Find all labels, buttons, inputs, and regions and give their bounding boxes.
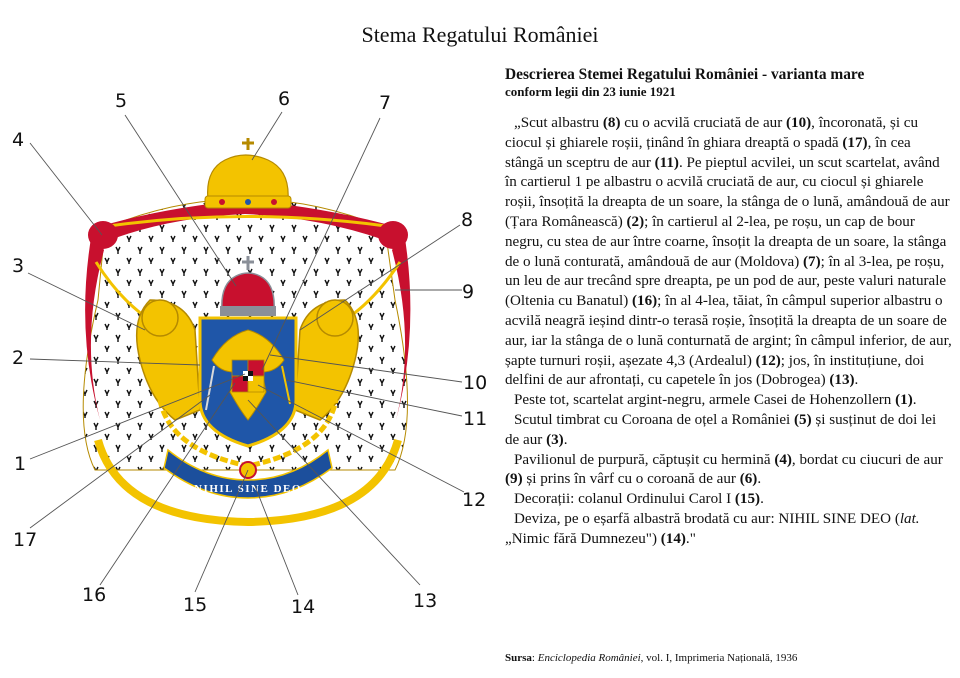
description-text: Pavilionul de purpură, căptușit cu hermină [514, 451, 775, 468]
description-paragraph [505, 114, 953, 391]
element-number-ref: (6) [739, 471, 758, 488]
callout-12: 12 [462, 489, 487, 511]
callout-14: 14 [291, 596, 316, 618]
description-text: și susținut de doi lei de aur [505, 411, 937, 448]
description-text: cu o acvilă cruciată de aur [620, 115, 786, 131]
element-number-ref: (8) [602, 115, 621, 131]
description-paragraph [505, 391, 953, 411]
description-text: Decorații: colanul Ordinului Carol I [514, 491, 735, 508]
element-number-ref: (15) [734, 491, 761, 508]
description-body [505, 114, 953, 550]
element-number-ref: (17) [842, 134, 868, 151]
element-number-ref: (9) [505, 471, 523, 488]
callout-10: 10 [463, 372, 488, 394]
description-paragraph [505, 490, 953, 510]
callout-8: 8 [461, 209, 474, 231]
description-text: lat. [899, 510, 920, 527]
callout-3: 3 [12, 255, 25, 277]
source-details: , vol. I, Imprimeria Națională, 1936 [640, 652, 798, 664]
callout-9: 9 [462, 281, 475, 303]
element-number-ref: (4) [774, 451, 792, 468]
mantle-crown [205, 138, 291, 208]
description-text: ; jos, în instituțiune, doi delfini de aur afrontați, cu capetele în jos (Dobrogea) [505, 352, 925, 389]
description-subheading: conform legii din 23 iunie 1921 [505, 84, 676, 99]
element-number-ref: (10) [786, 115, 812, 131]
source-citation [505, 652, 955, 664]
source-work: Enciclopedia României [537, 652, 641, 664]
element-number-ref: (3) [546, 431, 564, 448]
right-tassel-knot [378, 221, 408, 249]
description-text: Deviza, pe o eșarfă albastră brodată cu aur: NIHIL SINE DEO ( [514, 510, 900, 527]
description-text: ; în al 4-lea, tăiat, în câmpul superior albastru o acvilă neagră ieșind dintr-o terasă roșie, însoțită la dreapta de un soare de aur, iar la stânga de o lună conturnată de argint; în câmpul inferior, de aur, șapte turnuri roșii, așezate 4,3 (Ardealul) [505, 293, 952, 369]
callout-13: 13 [413, 590, 438, 612]
description-text: . [854, 372, 859, 389]
description-text: Peste tot, scartelat argint-negru, armele Casei de Hohenzollern [514, 392, 896, 409]
description-text: , încoronată, și cu ciocul și ghiarele roșii, ținând în ghiara dreaptă o spadă [505, 115, 919, 151]
description-panel [505, 66, 953, 550]
motto-text: NIHIL SINE DEO [194, 483, 302, 495]
callout-1: 1 [14, 453, 27, 475]
description-text: ; în al 3-lea, pe roșu, un leu de aur trecând spre dreapta, pe un pod de aur, peste valuri naturale (Oltenia cu Banatul) [505, 253, 947, 310]
description-text: și prins în vârf cu o coroană de aur [522, 471, 740, 488]
element-number-ref: (12) [755, 352, 781, 369]
element-number-ref: (2) [626, 213, 645, 230]
description-paragraph [505, 451, 953, 491]
element-number-ref: (13) [829, 372, 855, 389]
source-separator: : [531, 652, 538, 664]
description-text: ." [685, 530, 696, 547]
callout-15: 15 [183, 594, 208, 616]
callout-6: 6 [278, 88, 291, 110]
description-text: . [563, 431, 568, 448]
description-paragraph [505, 510, 953, 550]
callout-17: 17 [13, 529, 38, 551]
element-number-ref: (11) [654, 154, 679, 171]
element-number-ref: (7) [803, 253, 821, 270]
description-text: , în cea stângă un sceptru de aur [505, 134, 911, 171]
description-text: , bordat cu ciucuri de aur [791, 451, 943, 468]
callout-2: 2 [12, 347, 25, 369]
element-number-ref: (16) [632, 293, 658, 310]
description-text: „Nimic fără Dumnezeu") [505, 530, 661, 547]
description-text: . Pe pieptul acvilei, un scut scartelat, având în cartierul 1 pe albastru o acvilă cruciată de aur, cu ciocul și ghiarele roșii, însoțită la dreapta de un soare, la stânga de o lună, amândouă de aur (Țara Românească) [505, 154, 950, 230]
description-paragraph [505, 411, 953, 451]
description-heading: Descrierea Stemei Regatului României - varianta mare [505, 66, 865, 83]
element-number-ref: (5) [794, 411, 812, 428]
description-text: „Scut albastru [514, 115, 603, 131]
page-title: Stema Regatului României [361, 22, 599, 47]
left-tassel-knot [88, 221, 118, 249]
description-text: ; în cartierul al 2-lea, pe roșu, un cap de bour negru, cu stea de aur între coarne, însoțit la dreapta de un soare, la stânga de o lună conturată, amândouă de aur (Moldova) [505, 213, 947, 270]
element-number-ref: (1) [895, 392, 913, 409]
description-text: . [760, 491, 764, 508]
main-shield [200, 318, 296, 446]
callout-4: 4 [12, 129, 25, 151]
element-number-ref: (14) [660, 530, 686, 547]
source-label: Sursa [505, 652, 532, 664]
description-text: . [912, 392, 917, 409]
callout-16: 16 [82, 584, 107, 606]
callout-7: 7 [379, 92, 392, 114]
callout-11: 11 [463, 408, 488, 430]
callout-5: 5 [115, 90, 128, 112]
description-text: Scutul timbrat cu Coroana de oțel a României [514, 411, 795, 428]
description-text: . [757, 471, 762, 488]
